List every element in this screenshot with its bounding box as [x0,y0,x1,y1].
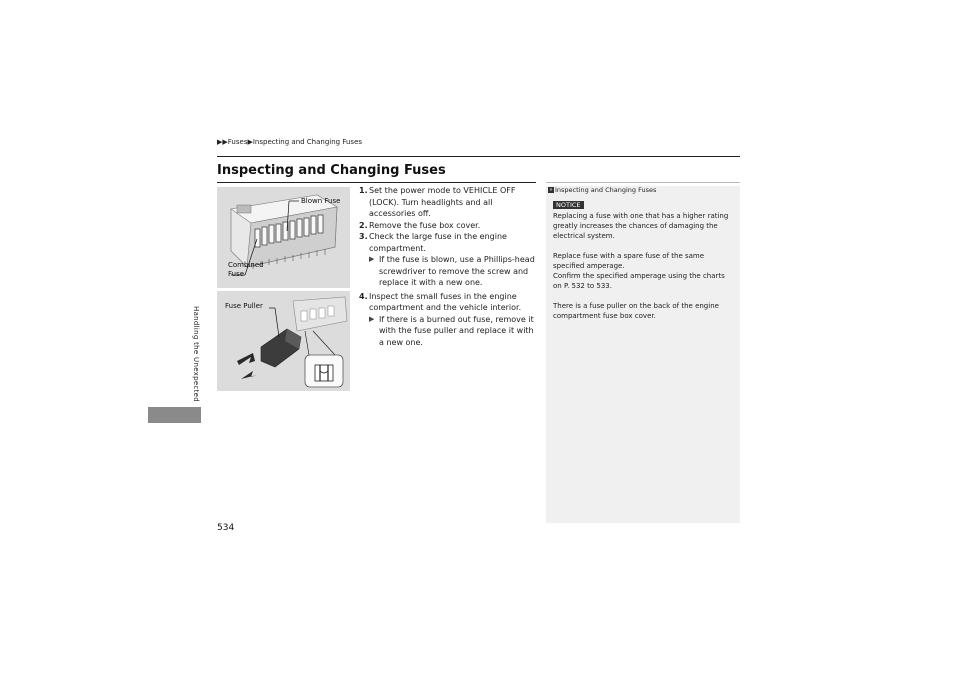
breadcrumb-item-fuses[interactable]: Fuses [227,138,248,146]
step-text: Inspect the small fuses in the engine compartment and the vehicle interior. [369,291,522,312]
notice-paragraph: Replacing a fuse with one that has a higher rating greatly increases the chances of damaging the electrical system. [553,212,729,240]
chapter-side-tab-marker [148,407,201,423]
page-title: Inspecting and Changing Fuses [217,163,446,178]
step-1 [359,185,537,220]
fuse-puller-figure [217,291,350,391]
breadcrumb-arrow-icon: ▶ [247,138,253,146]
notes-heading-text: Inspecting and Changing Fuses [555,186,657,194]
step-4-substep [369,314,537,349]
step-4 [359,291,537,314]
substep-text: If the fuse is blown, use a Phillips-head screwdriver to remove the screw and replace it with a new one. [379,255,535,287]
substep-arrow-icon: ▶ [369,255,375,263]
step-text: Set the power mode to VEHICLE OFF (LOCK). Turn headlights and all accessories off. [369,186,516,218]
step-3-substep [369,254,537,289]
amperage-chart-paragraph: Confirm the specified amperage using the charts on P. 532 to 533. [553,272,725,290]
step-2 [359,220,537,232]
notes-heading [548,186,656,194]
sidebar-rule [546,182,740,183]
chapter-side-tab-label: Handling the Unexpected [192,306,200,403]
substep-arrow-icon: ▶ [369,314,375,323]
header-rule [217,156,740,157]
spare-fuse-paragraph: Replace fuse with a spare fuse of the same specified amperage. [553,252,705,270]
step-text: Check the large fuse in the engine compartment. [369,232,507,253]
step-number: 3. [359,232,368,241]
step-number: 4. [359,291,368,301]
substep-text: If there is a burned out fuse, remove it with the fuse puller and replace it with a new one. [379,314,534,347]
step-number: 2. [359,220,368,230]
blown-fuse-label: Blown Fuse [301,197,341,205]
combined-fuse-label [228,261,264,279]
combined-fuse-label-line2: Fuse [228,270,245,278]
step-text: Remove the fuse box cover. [369,220,481,230]
fuse-puller-label: Fuse Puller [225,302,263,310]
step-number: 1. [359,186,368,195]
title-rule [217,182,536,183]
notice-badge: NOTICE [553,201,584,209]
step-3 [359,231,537,254]
breadcrumb-arrow-icon: ▶▶ [217,138,228,146]
notes-panel [546,186,740,523]
page-number: 534 [217,523,235,533]
fuse-puller-paragraph: There is a fuse puller on the back of the engine compartment fuse box cover. [553,302,719,320]
breadcrumb-item-current: Inspecting and Changing Fuses [252,138,363,146]
combined-fuse-label-line1: Combined [228,261,264,269]
breadcrumb [217,138,362,146]
note-reference-icon: » [549,187,553,193]
instruction-steps [359,185,537,348]
combined-fuse-figure [217,187,350,288]
